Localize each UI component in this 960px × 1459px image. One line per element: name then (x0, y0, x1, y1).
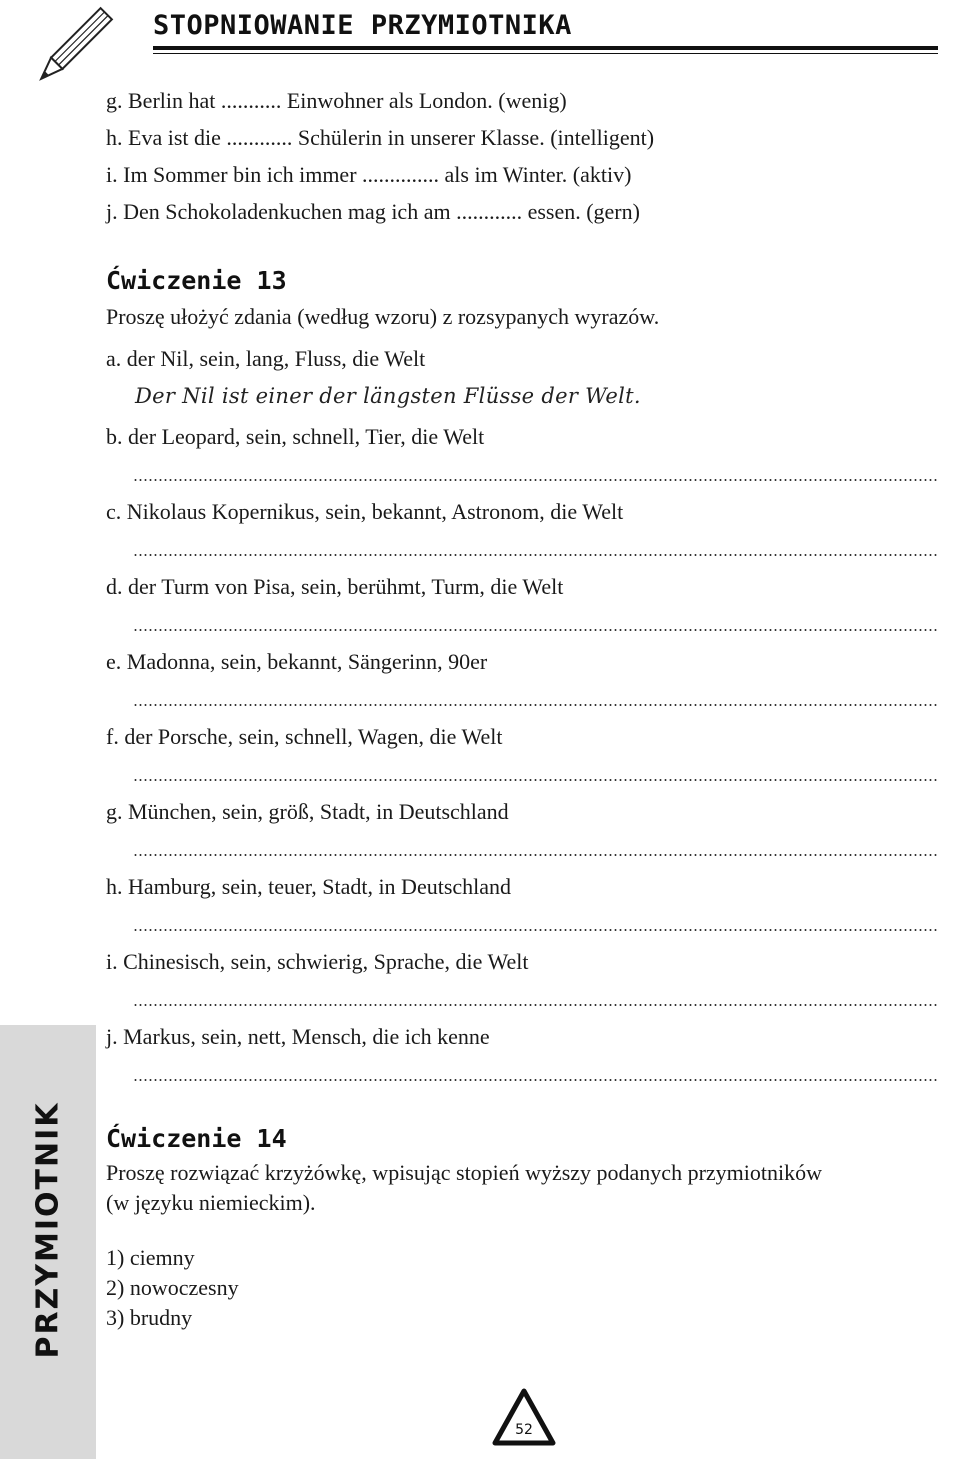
task-g: g. München, sein, größ, Stadt, in Deutschland (106, 799, 509, 824)
task-b: b. der Leopard, sein, schnell, Tier, die Welt (106, 424, 485, 449)
exercise-13-instruction: Proszę ułożyć zdania (według wzoru) z rozsypanych wyrazów. (106, 304, 660, 329)
exercise-14-title: Ćwiczenie 14 (106, 1124, 287, 1153)
answer-line-e[interactable] (133, 703, 938, 707)
answer-line-d[interactable] (133, 628, 938, 632)
task-h: h. Hamburg, sein, teuer, Stadt, in Deutschland (106, 874, 512, 899)
task-e: e. Madonna, sein, bekannt, Sängerinn, 90er (106, 649, 488, 674)
exercise-13-title: Ćwiczenie 13 (106, 266, 287, 295)
answer-line-g[interactable] (133, 853, 938, 857)
answer-line-c[interactable] (133, 553, 938, 557)
example-prompt: a. der Nil, sein, lang, Fluss, die Welt (106, 346, 426, 371)
prev-item-g: g. Berlin hat ........... Einwohner als London. (wenig) (106, 88, 567, 113)
prev-item-h: h. Eva ist die ............ Schülerin in unserer Klasse. (intelligent) (106, 125, 655, 150)
task-i: i. Chinesisch, sein, schwierig, Sprache, die Welt (106, 949, 529, 974)
crossword-clue-3: 3) brudny (106, 1305, 193, 1330)
header-title: STOPNIOWANIE PRZYMIOTNIKA (153, 10, 572, 41)
task-j: j. Markus, sein, nett, Mensch, die ich kenne (106, 1024, 490, 1049)
answer-line-j[interactable] (133, 1078, 938, 1082)
prev-item-i: i. Im Sommer bin ich immer .............. als im Winter. (aktiv) (106, 162, 632, 187)
sidebar-label: PRZYMIOTNIK (30, 1101, 66, 1359)
example-answer: Der Nil ist einer der längsten Flüsse der Welt. (135, 384, 641, 408)
answer-line-f[interactable] (133, 778, 938, 782)
task-d: d. der Turm von Pisa, sein, berühmt, Turm, die Welt (106, 574, 564, 599)
exercise-14-instruction-1: Proszę rozwiązać krzyżówkę, wpisując stopień wyższy podanych przymiotników (106, 1160, 822, 1185)
page-number-badge (492, 1388, 556, 1446)
answer-line-h[interactable] (133, 928, 938, 932)
header-rule (153, 46, 938, 50)
crossword-clue-1: 1) ciemny (106, 1245, 195, 1270)
page-number: 52 (515, 1422, 533, 1438)
exercise-14-instruction-2: (w języku niemieckim). (106, 1190, 316, 1215)
task-f: f. der Porsche, sein, schnell, Wagen, die Welt (106, 724, 503, 749)
crossword-clue-2: 2) nowoczesny (106, 1275, 239, 1300)
answer-line-b[interactable] (133, 478, 938, 482)
answer-line-i[interactable] (133, 1003, 938, 1007)
pencil-icon (28, 2, 118, 92)
header-rule-thin (153, 53, 938, 54)
task-c: c. Nikolaus Kopernikus, sein, bekannt, Astronom, die Welt (106, 499, 624, 524)
prev-item-j: j. Den Schokoladenkuchen mag ich am ............ essen. (gern) (106, 199, 640, 224)
